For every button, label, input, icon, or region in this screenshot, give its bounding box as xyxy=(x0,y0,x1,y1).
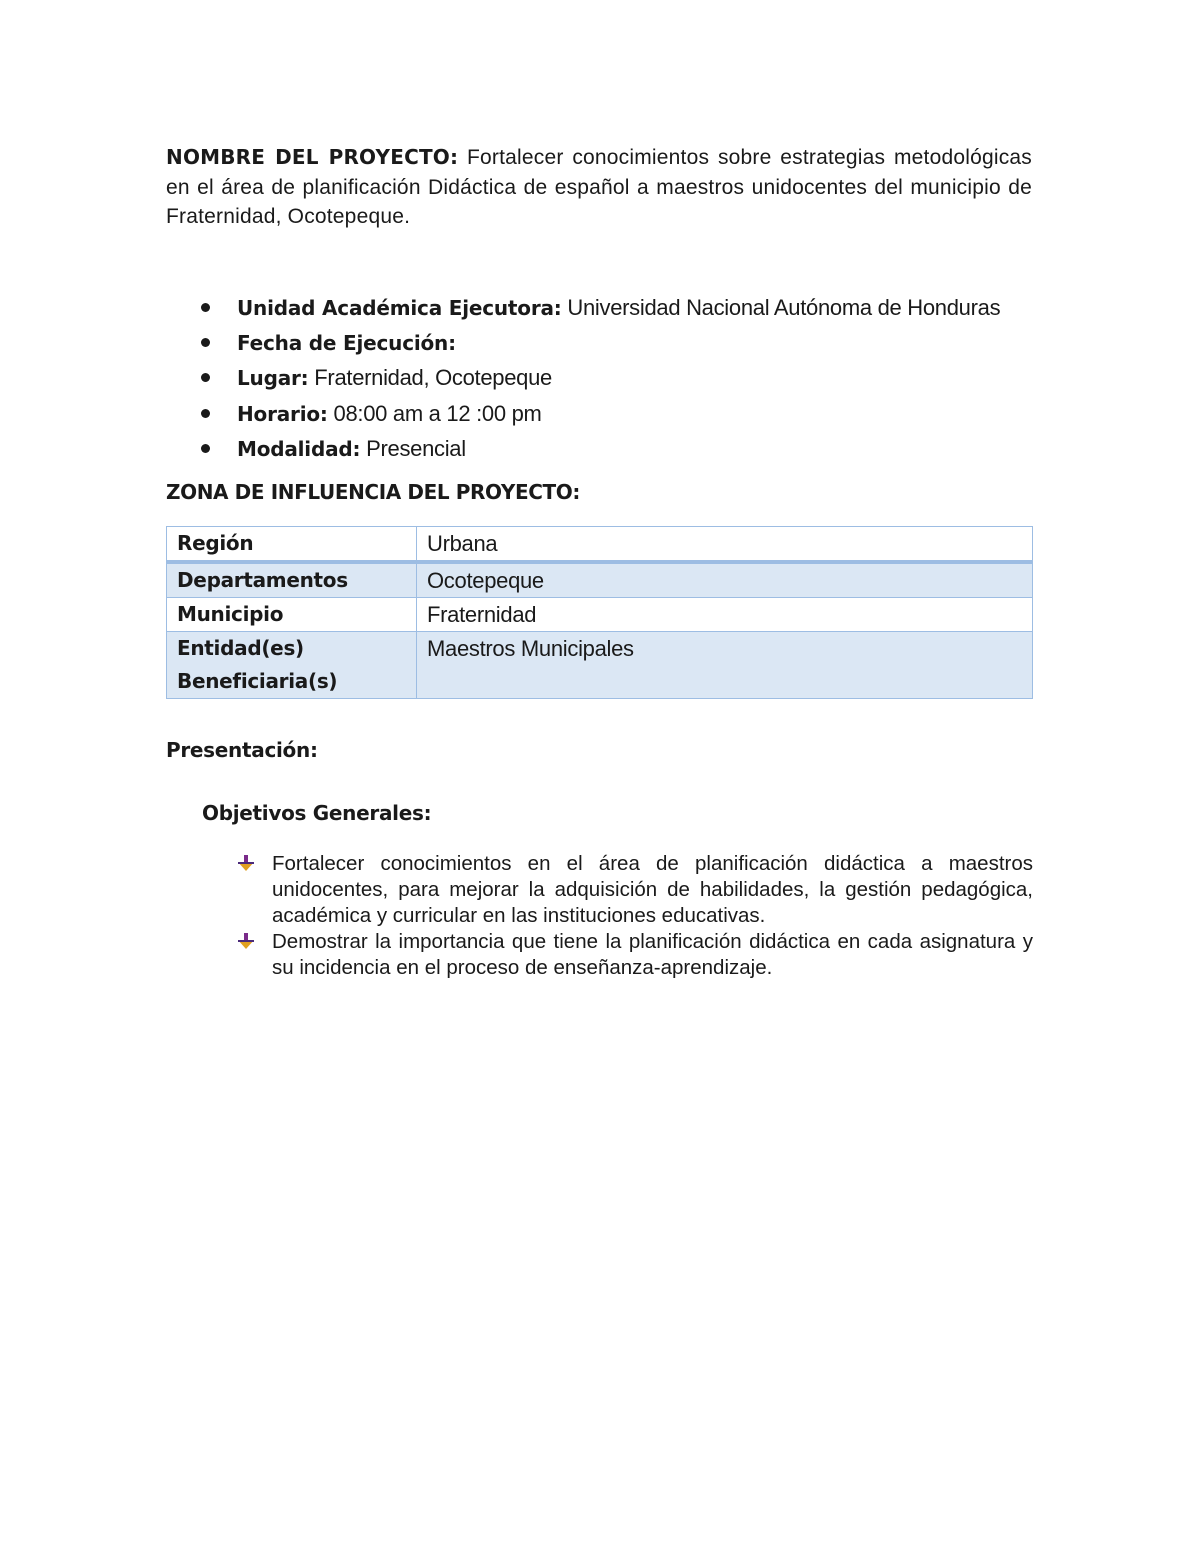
table-value-cell: Ocotepeque xyxy=(417,562,1033,598)
objetivo-text: Fortalecer conocimientos en el área de planificación didáctica a maestros unidocentes, para mejorar la adquisición de habilidades, la gestión pedagógica, académica y curricular en las instituciones educativas. xyxy=(272,852,1033,927)
detail-label: Lugar: xyxy=(237,366,309,391)
objetivos-heading: Objetivos Generales: xyxy=(202,801,432,825)
detail-value: 08:00 am a 12 :00 pm xyxy=(327,400,542,426)
table-value-cell: Urbana xyxy=(417,527,1033,563)
table-value-cell: Maestros Municipales xyxy=(417,632,1033,699)
detail-item-fecha xyxy=(198,325,1000,360)
arrow-down-bullet-icon xyxy=(237,932,255,950)
project-details-list xyxy=(198,290,1000,466)
table-row xyxy=(167,527,1033,563)
list-item xyxy=(236,851,1033,929)
detail-item-modalidad xyxy=(198,431,1000,466)
table-key-cell xyxy=(167,632,417,699)
detail-label: Horario: xyxy=(237,401,328,426)
detail-label: Modalidad: xyxy=(237,436,361,461)
detail-label: Fecha de Ejecución: xyxy=(237,331,456,356)
table-row xyxy=(167,562,1033,598)
detail-value: Fraternidad, Ocotepeque xyxy=(308,365,552,391)
project-name-label: NOMBRE DEL PROYECTO: xyxy=(166,145,459,169)
bullet-dot-icon xyxy=(201,409,210,418)
table-row xyxy=(167,598,1033,632)
project-name-text: Fortalecer conocimientos sobre estrategias metodológicas en el área de planificación Didáctica de español a maestros unidocentes del municipio de Fraternidad, Ocotepeque. xyxy=(166,146,1032,228)
objetivo-text: Demostrar la importancia que tiene la planificación didáctica en cada asignatura y su incidencia en el proceso de enseñanza-aprendizaje. xyxy=(272,930,1033,979)
objetivos-list xyxy=(236,851,1033,981)
table-key-cell: Región xyxy=(167,527,417,563)
detail-item-horario xyxy=(198,396,1000,431)
zona-heading: ZONA DE INFLUENCIA DEL PROYECTO: xyxy=(166,480,580,504)
bullet-dot-icon xyxy=(201,303,210,312)
table-row xyxy=(167,632,1033,699)
bullet-dot-icon xyxy=(201,444,210,453)
list-item xyxy=(236,929,1033,981)
detail-value: Universidad Nacional Autónoma de Honduras xyxy=(561,295,1001,320)
detail-item-unidad xyxy=(198,290,1000,325)
detail-item-lugar xyxy=(198,360,1000,395)
bullet-dot-icon xyxy=(201,373,210,382)
arrow-down-bullet-icon xyxy=(237,854,255,872)
table-value-cell: Fraternidad xyxy=(417,598,1033,632)
detail-label: Unidad Académica Ejecutora: xyxy=(237,296,562,320)
project-name-paragraph xyxy=(166,143,1032,232)
bullet-dot-icon xyxy=(201,338,210,347)
detail-value: Presencial xyxy=(360,435,466,461)
table-key-line: Beneficiaria(s) xyxy=(177,669,338,693)
table-key-cell: Municipio xyxy=(167,598,417,632)
zona-table xyxy=(166,526,1033,699)
presentacion-heading: Presentación: xyxy=(166,738,318,762)
table-key-line: Entidad(es) xyxy=(177,636,304,660)
table-key-cell: Departamentos xyxy=(167,562,417,598)
